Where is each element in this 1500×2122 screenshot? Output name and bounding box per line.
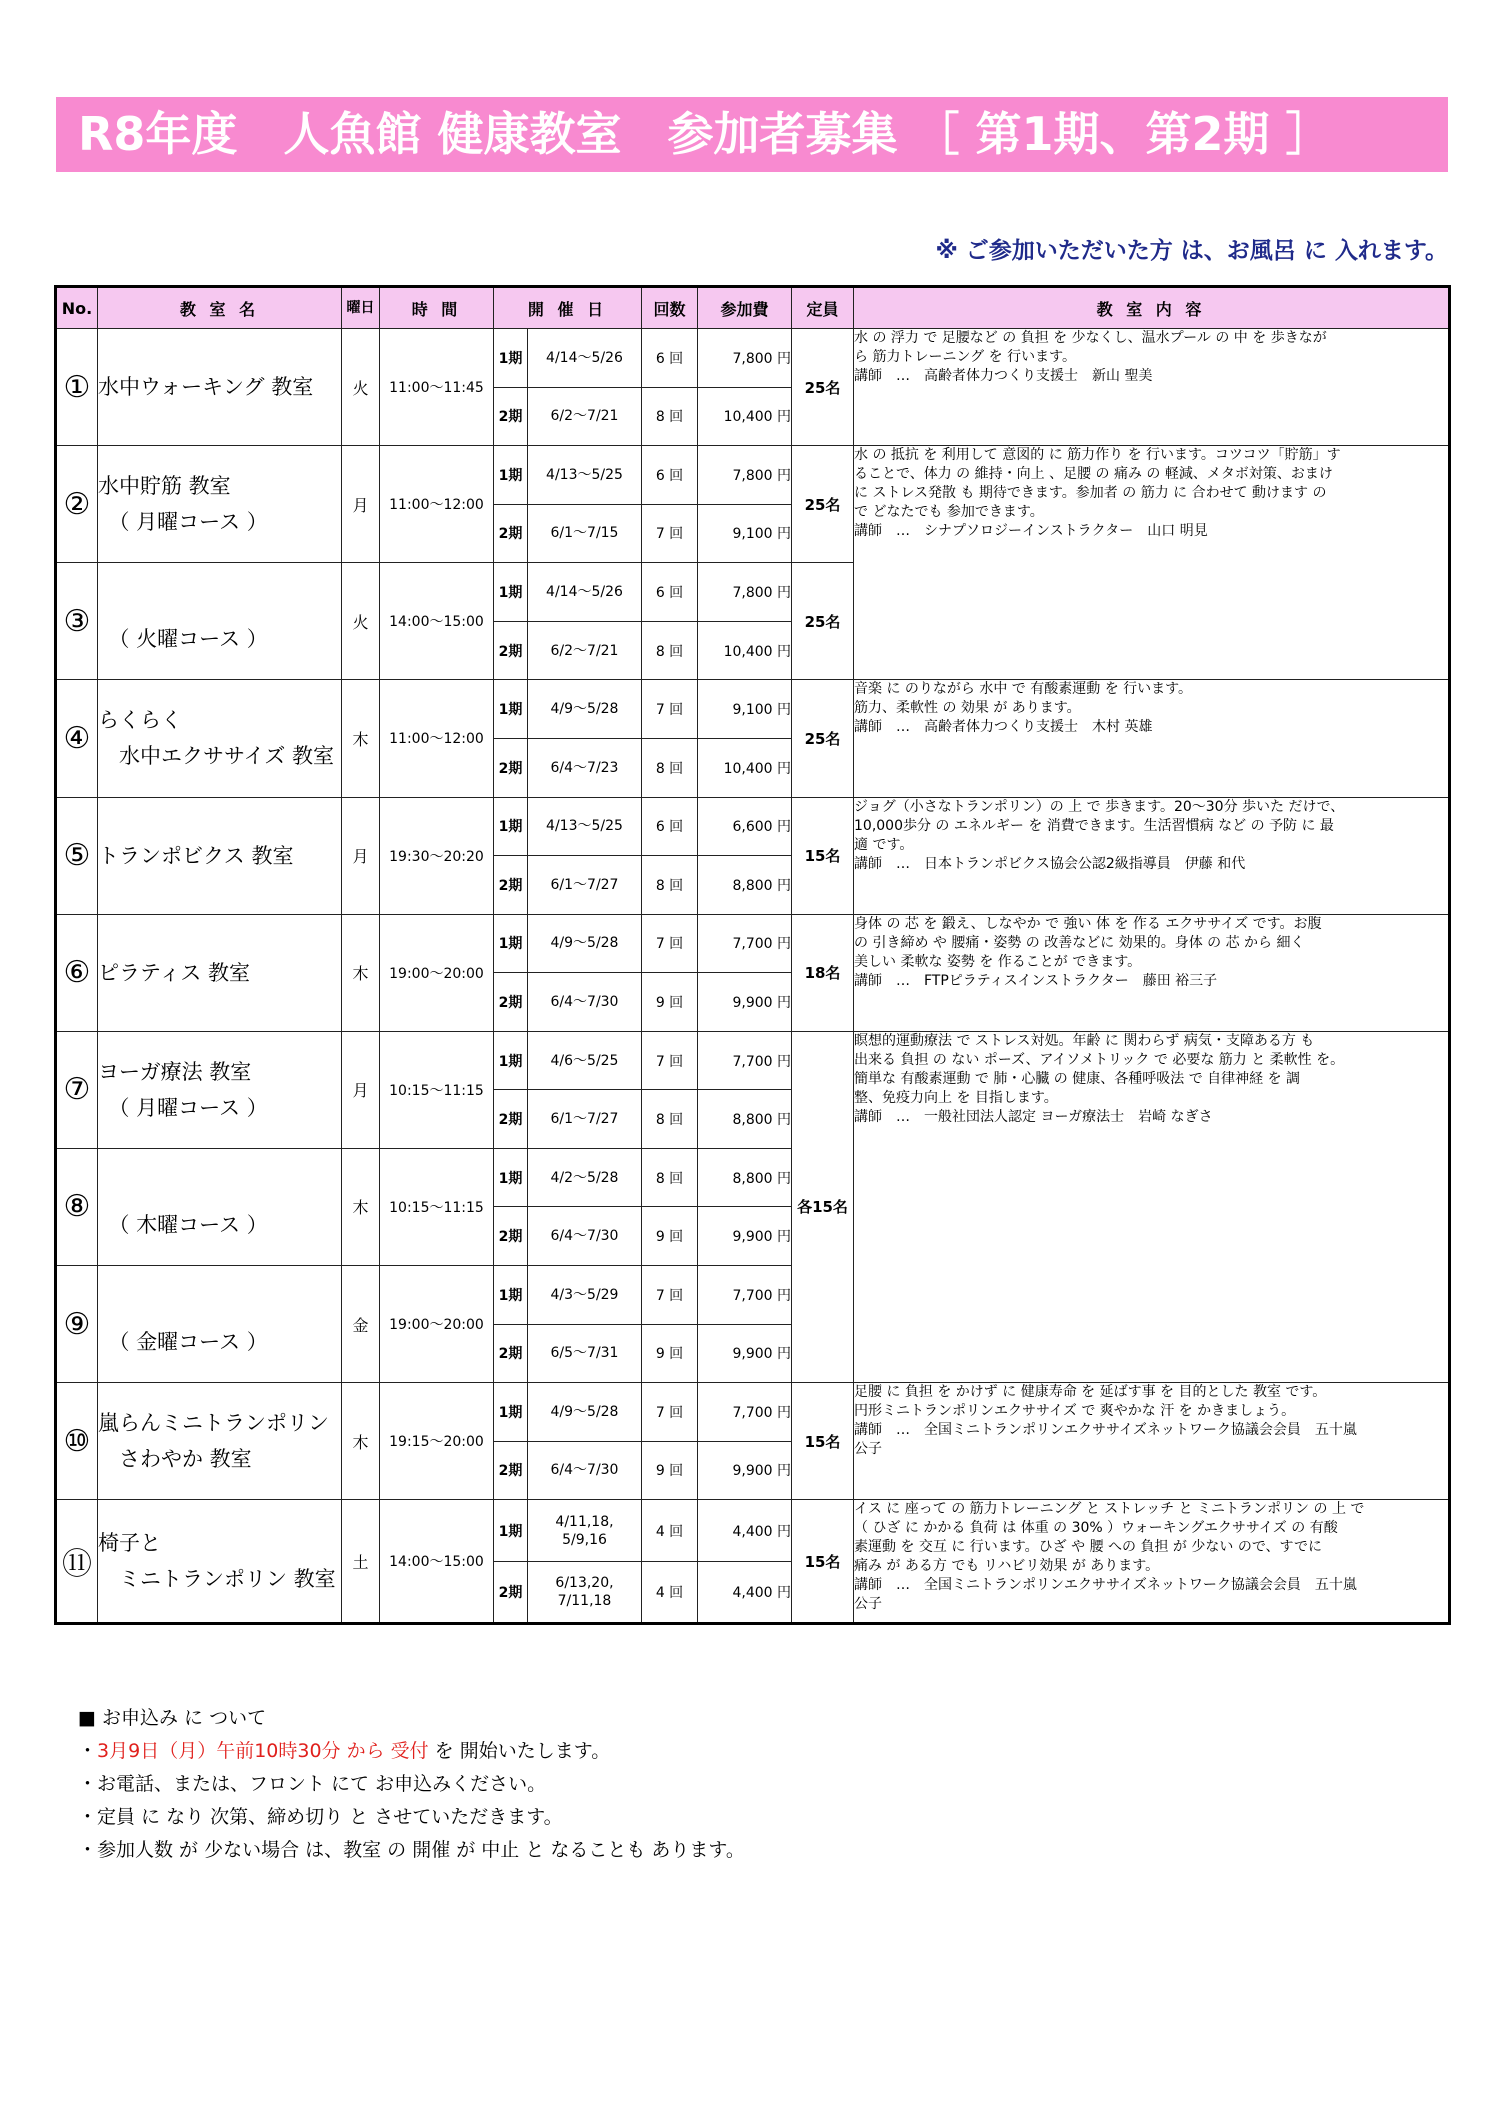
capacity: 15名 [792,797,854,914]
class-description: 瞑想的運動療法 で ストレス対処。年齢 に 関わらず 病気・支障ある方 も 出来る 負担 の ない ポーズ、アイソメトリック で 必要な 筋力 と 柔軟性 を。 簡単な 有酸素運動 で 肺・心臓 の 健康、各種呼吸法 で 自律神経 を 調 整、免疫力向上 を 目指します。 講師 … 一般社団法人認定 ヨーガ療法士 岩崎 なぎさ [854,1031,1450,1382]
bath-note: ※ ご参加いただいた方 は、お風呂 に 入れます。 [935,238,1448,264]
class-number: ⑩ [56,1383,98,1500]
notes-line-1: ・3月9日（月）午前10時30分 から 受付 を 開始いたします。 [78,1740,611,1762]
period-dates: 4/3～5/29 [528,1266,642,1325]
class-time: 14:00～15:00 [380,563,494,680]
session-count: 6 回 [642,329,698,388]
period-dates: 6/2～7/21 [528,621,642,680]
class-number: ⑧ [56,1148,98,1265]
class-day: 金 [342,1266,380,1383]
period-dates: 4/9～5/28 [528,914,642,973]
class-time: 14:00～15:00 [380,1500,494,1624]
period-label: 2期 [494,1207,528,1266]
period-label: 1期 [494,1266,528,1325]
class-number: ④ [56,680,98,797]
period-label: 2期 [494,504,528,563]
notes-line-1-highlight: 3月9日（月）午前10時30分 から 受付 [97,1740,429,1762]
header-count: 回数 [642,287,698,329]
period-label: 1期 [494,680,528,739]
class-day: 月 [342,797,380,914]
fee: 10,400 円 [698,621,792,680]
class-day: 木 [342,1383,380,1500]
period-dates: 6/4～7/30 [528,1441,642,1500]
notes-line-4: ・参加人数 が 少ない場合 は、教室 の 開催 が 中止 と なることも あります。 [78,1839,745,1861]
period-dates: 4/13～5/25 [528,446,642,505]
period-label: 1期 [494,1148,528,1207]
class-name: ヨーガ療法 教室 （ 月曜コース ） [98,1031,342,1148]
table-row [56,1500,1450,1562]
fee: 9,100 円 [698,680,792,739]
session-count: 7 回 [642,914,698,973]
period-dates: 6/1～7/27 [528,1090,642,1149]
fee: 7,800 円 [698,329,792,388]
period-dates: 4/14～5/26 [528,563,642,622]
fee: 9,900 円 [698,1441,792,1500]
class-time: 11:00～11:45 [380,329,494,446]
class-number: ① [56,329,98,446]
period-dates: 4/11,18, 5/9,16 [528,1500,642,1562]
fee: 10,400 円 [698,738,792,797]
session-count: 6 回 [642,797,698,856]
period-label: 2期 [494,973,528,1032]
class-name: （ 木曜コース ） [98,1148,342,1265]
fee: 7,700 円 [698,914,792,973]
capacity: 25名 [792,680,854,797]
table-row [56,446,1450,505]
table-row [56,797,1450,856]
class-name: （ 金曜コース ） [98,1266,342,1383]
header-time: 時 間 [380,287,494,329]
class-description: 音楽 に のりながら 水中 で 有酸素運動 を 行います。 筋力、柔軟性 の 効果 が あります。 講師 … 高齢者体力つくり支援士 木村 英雄 [854,680,1450,797]
session-count: 7 回 [642,504,698,563]
period-label: 2期 [494,856,528,915]
capacity: 25名 [792,446,854,563]
period-dates: 6/2～7/21 [528,387,642,446]
session-count: 8 回 [642,1090,698,1149]
class-description: 身体 の 芯 を 鍛え、しなやか で 強い 体 を 作る エクササイズ です。お腹 の 引き締め や 腰痛・姿勢 の 改善などに 効果的。身体 の 芯 から 細く 美しい 柔軟な 姿勢 を 作ることが できます。 講師 … FTPピラティスインストラクター 藤田 裕三子 [854,914,1450,1031]
period-label: 2期 [494,1090,528,1149]
session-count: 4 回 [642,1562,698,1624]
class-name: 水中ウォーキング 教室 [98,329,342,446]
period-dates: 4/6～5/25 [528,1031,642,1090]
header-class-name: 教 室 名 [98,287,342,329]
session-count: 9 回 [642,1207,698,1266]
period-label: 1期 [494,1031,528,1090]
class-name: （ 火曜コース ） [98,563,342,680]
class-time: 19:15～20:00 [380,1383,494,1500]
header-capacity: 定員 [792,287,854,329]
session-count: 8 回 [642,738,698,797]
table-row [56,680,1450,739]
table-row [56,329,1450,388]
fee: 9,900 円 [698,1324,792,1383]
capacity: 各15名 [792,1031,854,1382]
table-body [56,329,1450,1624]
period-label: 1期 [494,914,528,973]
period-dates: 6/4～7/23 [528,738,642,797]
session-count: 9 回 [642,973,698,1032]
class-number: ⑥ [56,914,98,1031]
class-number: ⑪ [56,1500,98,1624]
period-dates: 6/1～7/15 [528,504,642,563]
class-number: ⑤ [56,797,98,914]
period-dates: 4/2～5/28 [528,1148,642,1207]
capacity: 25名 [792,329,854,446]
period-label: 1期 [494,446,528,505]
capacity: 15名 [792,1500,854,1624]
session-count: 8 回 [642,856,698,915]
table-row [56,914,1450,973]
page-title: R8年度 人魚館 健康教室 参加者募集 ［ 第1期、第2期 ］ [56,97,1448,172]
period-dates: 6/13,20, 7/11,18 [528,1562,642,1624]
class-day: 月 [342,446,380,563]
class-name: 椅子と ミニトランポリン 教室 [98,1500,342,1624]
header-description: 教 室 内 容 [854,287,1450,329]
class-time: 11:00～12:00 [380,446,494,563]
period-dates: 4/9～5/28 [528,680,642,739]
class-name: ピラティス 教室 [98,914,342,1031]
class-day: 木 [342,1148,380,1265]
period-dates: 6/5～7/31 [528,1324,642,1383]
fee: 7,700 円 [698,1031,792,1090]
class-time: 10:15～11:15 [380,1031,494,1148]
period-dates: 6/4～7/30 [528,973,642,1032]
session-count: 7 回 [642,1383,698,1442]
period-label: 2期 [494,1441,528,1500]
header-day: 曜日 [342,287,380,329]
class-time: 19:30～20:20 [380,797,494,914]
class-name: らくらく 水中エクササイズ 教室 [98,680,342,797]
capacity: 18名 [792,914,854,1031]
class-schedule-table [54,285,1451,1625]
session-count: 7 回 [642,1266,698,1325]
period-dates: 4/9～5/28 [528,1383,642,1442]
session-count: 8 回 [642,1148,698,1207]
notes-line-2: ・お電話、または、フロント にて お申込みください。 [78,1773,547,1795]
period-label: 1期 [494,1500,528,1562]
fee: 7,700 円 [698,1383,792,1442]
period-label: 2期 [494,1562,528,1624]
header-no: No. [56,287,98,329]
period-label: 1期 [494,1383,528,1442]
session-count: 9 回 [642,1324,698,1383]
fee: 8,800 円 [698,1090,792,1149]
class-description: 水 の 浮力 で 足腰など の 負担 を 少なくし、温水プール の 中 を 歩きなが ら 筋力トレーニング を 行います。 講師 … 高齢者体力つくり支援士 新山 聖美 [854,329,1450,446]
period-label: 1期 [494,797,528,856]
class-name: 水中貯筋 教室 （ 月曜コース ） [98,446,342,563]
period-label: 2期 [494,1324,528,1383]
session-count: 9 回 [642,1441,698,1500]
session-count: 7 回 [642,680,698,739]
class-time: 11:00～12:00 [380,680,494,797]
fee: 8,800 円 [698,856,792,915]
class-number: ⑦ [56,1031,98,1148]
session-count: 8 回 [642,387,698,446]
notes-heading: ■ お申込み に ついて [78,1707,267,1729]
class-name: 嵐らんミニトランポリン さわやか 教室 [98,1383,342,1500]
class-description: 水 の 抵抗 を 利用して 意図的 に 筋力作り を 行います。コツコツ「貯筋」す ることで、体力 の 維持・向上 、足腰 の 痛み の 軽減、メタボ対策、おまけ に ストレス発散 も 期待できます。参加者 の 筋力 に 合わせて 動けます の で どなたでも 参加できます。 講師 … シナプソロジーインストラクター 山口 明見 [854,446,1450,680]
session-count: 7 回 [642,1031,698,1090]
class-number: ⑨ [56,1266,98,1383]
period-label: 1期 [494,563,528,622]
fee: 4,400 円 [698,1562,792,1624]
class-description: イス に 座って の 筋力トレーニング と ストレッチ と ミニトランポリン の 上 で （ ひざ に かかる 負荷 は 体重 の 30% ）ウォーキングエクササイズ の 有酸 素運動 を 交互 に 行います。ひざ や 腰 への 負担 が 少ない ので、すでに 痛み が ある方 でも リハビリ効果 が あります。 講師 … 全国ミニトランポリンエクササイズネットワーク協議会会員 五十嵐 公子 [854,1500,1450,1624]
session-count: 8 回 [642,621,698,680]
class-day: 月 [342,1031,380,1148]
class-day: 木 [342,680,380,797]
session-count: 6 回 [642,446,698,505]
period-label: 2期 [494,738,528,797]
class-name: トランポビクス 教室 [98,797,342,914]
period-label: 2期 [494,387,528,446]
class-day: 木 [342,914,380,1031]
notes-line-1-rest: を 開始いたします。 [428,1740,611,1762]
fee: 7,700 円 [698,1266,792,1325]
header-dates: 開 催 日 [494,287,642,329]
class-number: ② [56,446,98,563]
period-dates: 4/13～5/25 [528,797,642,856]
fee: 6,600 円 [698,797,792,856]
fee: 4,400 円 [698,1500,792,1562]
session-count: 6 回 [642,563,698,622]
capacity: 15名 [792,1383,854,1500]
table-header-row [56,287,1450,329]
fee: 7,800 円 [698,563,792,622]
application-notes [78,1702,745,1867]
table-row [56,1031,1450,1090]
class-day: 土 [342,1500,380,1624]
fee: 9,100 円 [698,504,792,563]
class-description: 足腰 に 負担 を かけず に 健康寿命 を 延ばす事 を 目的とした 教室 です。 円形ミニトランポリンエクササイズ で 爽やかな 汗 を かきましょう。 講師 … 全国ミニトランポリンエクササイズネットワーク協議会会員 五十嵐 公子 [854,1383,1450,1500]
session-count: 4 回 [642,1500,698,1562]
class-time: 19:00～20:00 [380,1266,494,1383]
capacity: 25名 [792,563,854,680]
period-dates: 4/14～5/26 [528,329,642,388]
table-row [56,1383,1450,1442]
header-fee: 参加費 [698,287,792,329]
period-dates: 6/4～7/30 [528,1207,642,1266]
class-day: 火 [342,329,380,446]
period-label: 1期 [494,329,528,388]
fee: 8,800 円 [698,1148,792,1207]
fee: 7,800 円 [698,446,792,505]
fee: 9,900 円 [698,1207,792,1266]
class-day: 火 [342,563,380,680]
period-label: 2期 [494,621,528,680]
class-description: ジョグ（小さなトランポリン）の 上 で 歩きます。20～30分 歩いた だけで、 10,000歩分 の エネルギー を 消費できます。生活習慣病 など の 予防 に 最 適 です。 講師 … 日本トランポビクス協会公認2級指導員 伊藤 和代 [854,797,1450,914]
fee: 9,900 円 [698,973,792,1032]
class-number: ③ [56,563,98,680]
period-dates: 6/1～7/27 [528,856,642,915]
fee: 10,400 円 [698,387,792,446]
class-time: 10:15～11:15 [380,1148,494,1265]
notes-line-3: ・定員 に なり 次第、締め切り と させていただきます。 [78,1806,563,1828]
class-time: 19:00～20:00 [380,914,494,1031]
